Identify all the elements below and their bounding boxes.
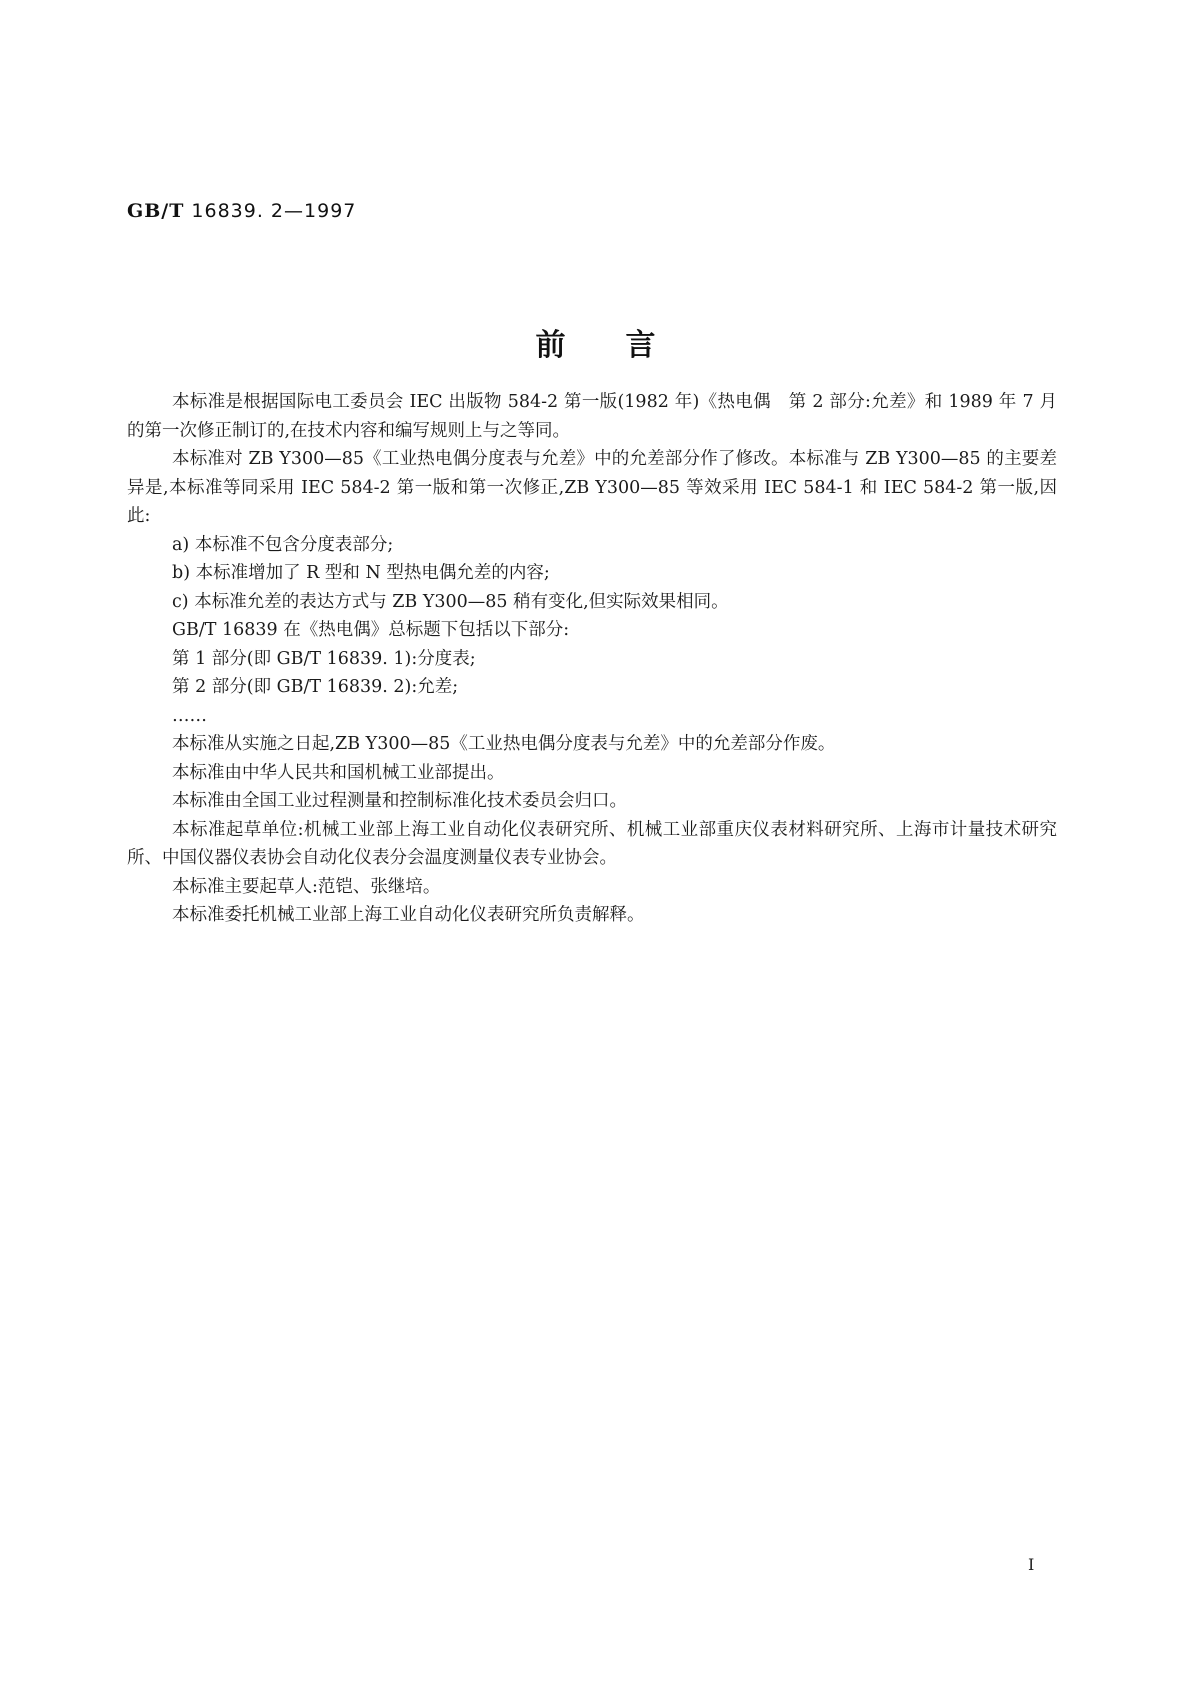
list-item: 第 1 部分(即 GB/T 16839. 1):分度表;	[172, 648, 476, 669]
standard-code	[127, 200, 356, 222]
paragraph: 本标准是根据国际电工委员会 IEC 出版物 584-2 第一版(1982 年)《热电偶 第 2 部分:允差》和 1989 年 7 月的第一次修正制订的,在技术内容和编写规则上与之等同。	[127, 392, 1057, 441]
paragraph: 本标准起草单位:机械工业部上海工业自动化仪表研究所、机械工业部重庆仪表材料研究所、上海市计量技术研究所、中国仪器仪表协会自动化仪表分会温度测量仪表专业协会。	[127, 819, 1057, 868]
list-item: c) 本标准允差的表达方式与 ZB Y300—85 稍有变化,但实际效果相同。	[172, 591, 729, 612]
paragraph: 本标准由全国工业过程测量和控制标准化技术委员会归口。	[172, 791, 627, 811]
page-number: I	[1028, 1555, 1035, 1574]
ellipsis: ……	[172, 705, 207, 726]
list-item: a) 本标准不包含分度表部分;	[172, 534, 394, 555]
list-item: 第 2 部分(即 GB/T 16839. 2):允差;	[172, 677, 459, 697]
paragraph: 本标准委托机械工业部上海工业自动化仪表研究所负责解释。	[172, 905, 645, 925]
paragraph: GB/T 16839 在《热电偶》总标题下包括以下部分:	[172, 620, 570, 640]
paragraph: 本标准从实施之日起,ZB Y300—85《工业热电偶分度表与允差》中的允差部分作废。	[172, 734, 836, 754]
list-item: b) 本标准增加了 R 型和 N 型热电偶允差的内容;	[172, 563, 550, 583]
paragraph: 本标准主要起草人:范铠、张继培。	[172, 876, 441, 897]
section-title: 前言	[535, 328, 716, 363]
standard-code-prefix: GB/T	[127, 200, 185, 222]
standard-code-number: 16839. 2—1997	[184, 200, 357, 222]
paragraph: 本标准对 ZB Y300—85《工业热电偶分度表与允差》中的允差部分作了修改。本标准与 ZB Y300—85 的主要差异是,本标准等同采用 IEC 584-2 第一版和第一次修正,ZB Y300—85 等效采用 IEC 584-1 和 IEC 584-2 第一版,因此:	[127, 449, 1057, 526]
foreword-body	[127, 388, 1057, 930]
paragraph: 本标准由中华人民共和国机械工业部提出。	[172, 762, 505, 783]
